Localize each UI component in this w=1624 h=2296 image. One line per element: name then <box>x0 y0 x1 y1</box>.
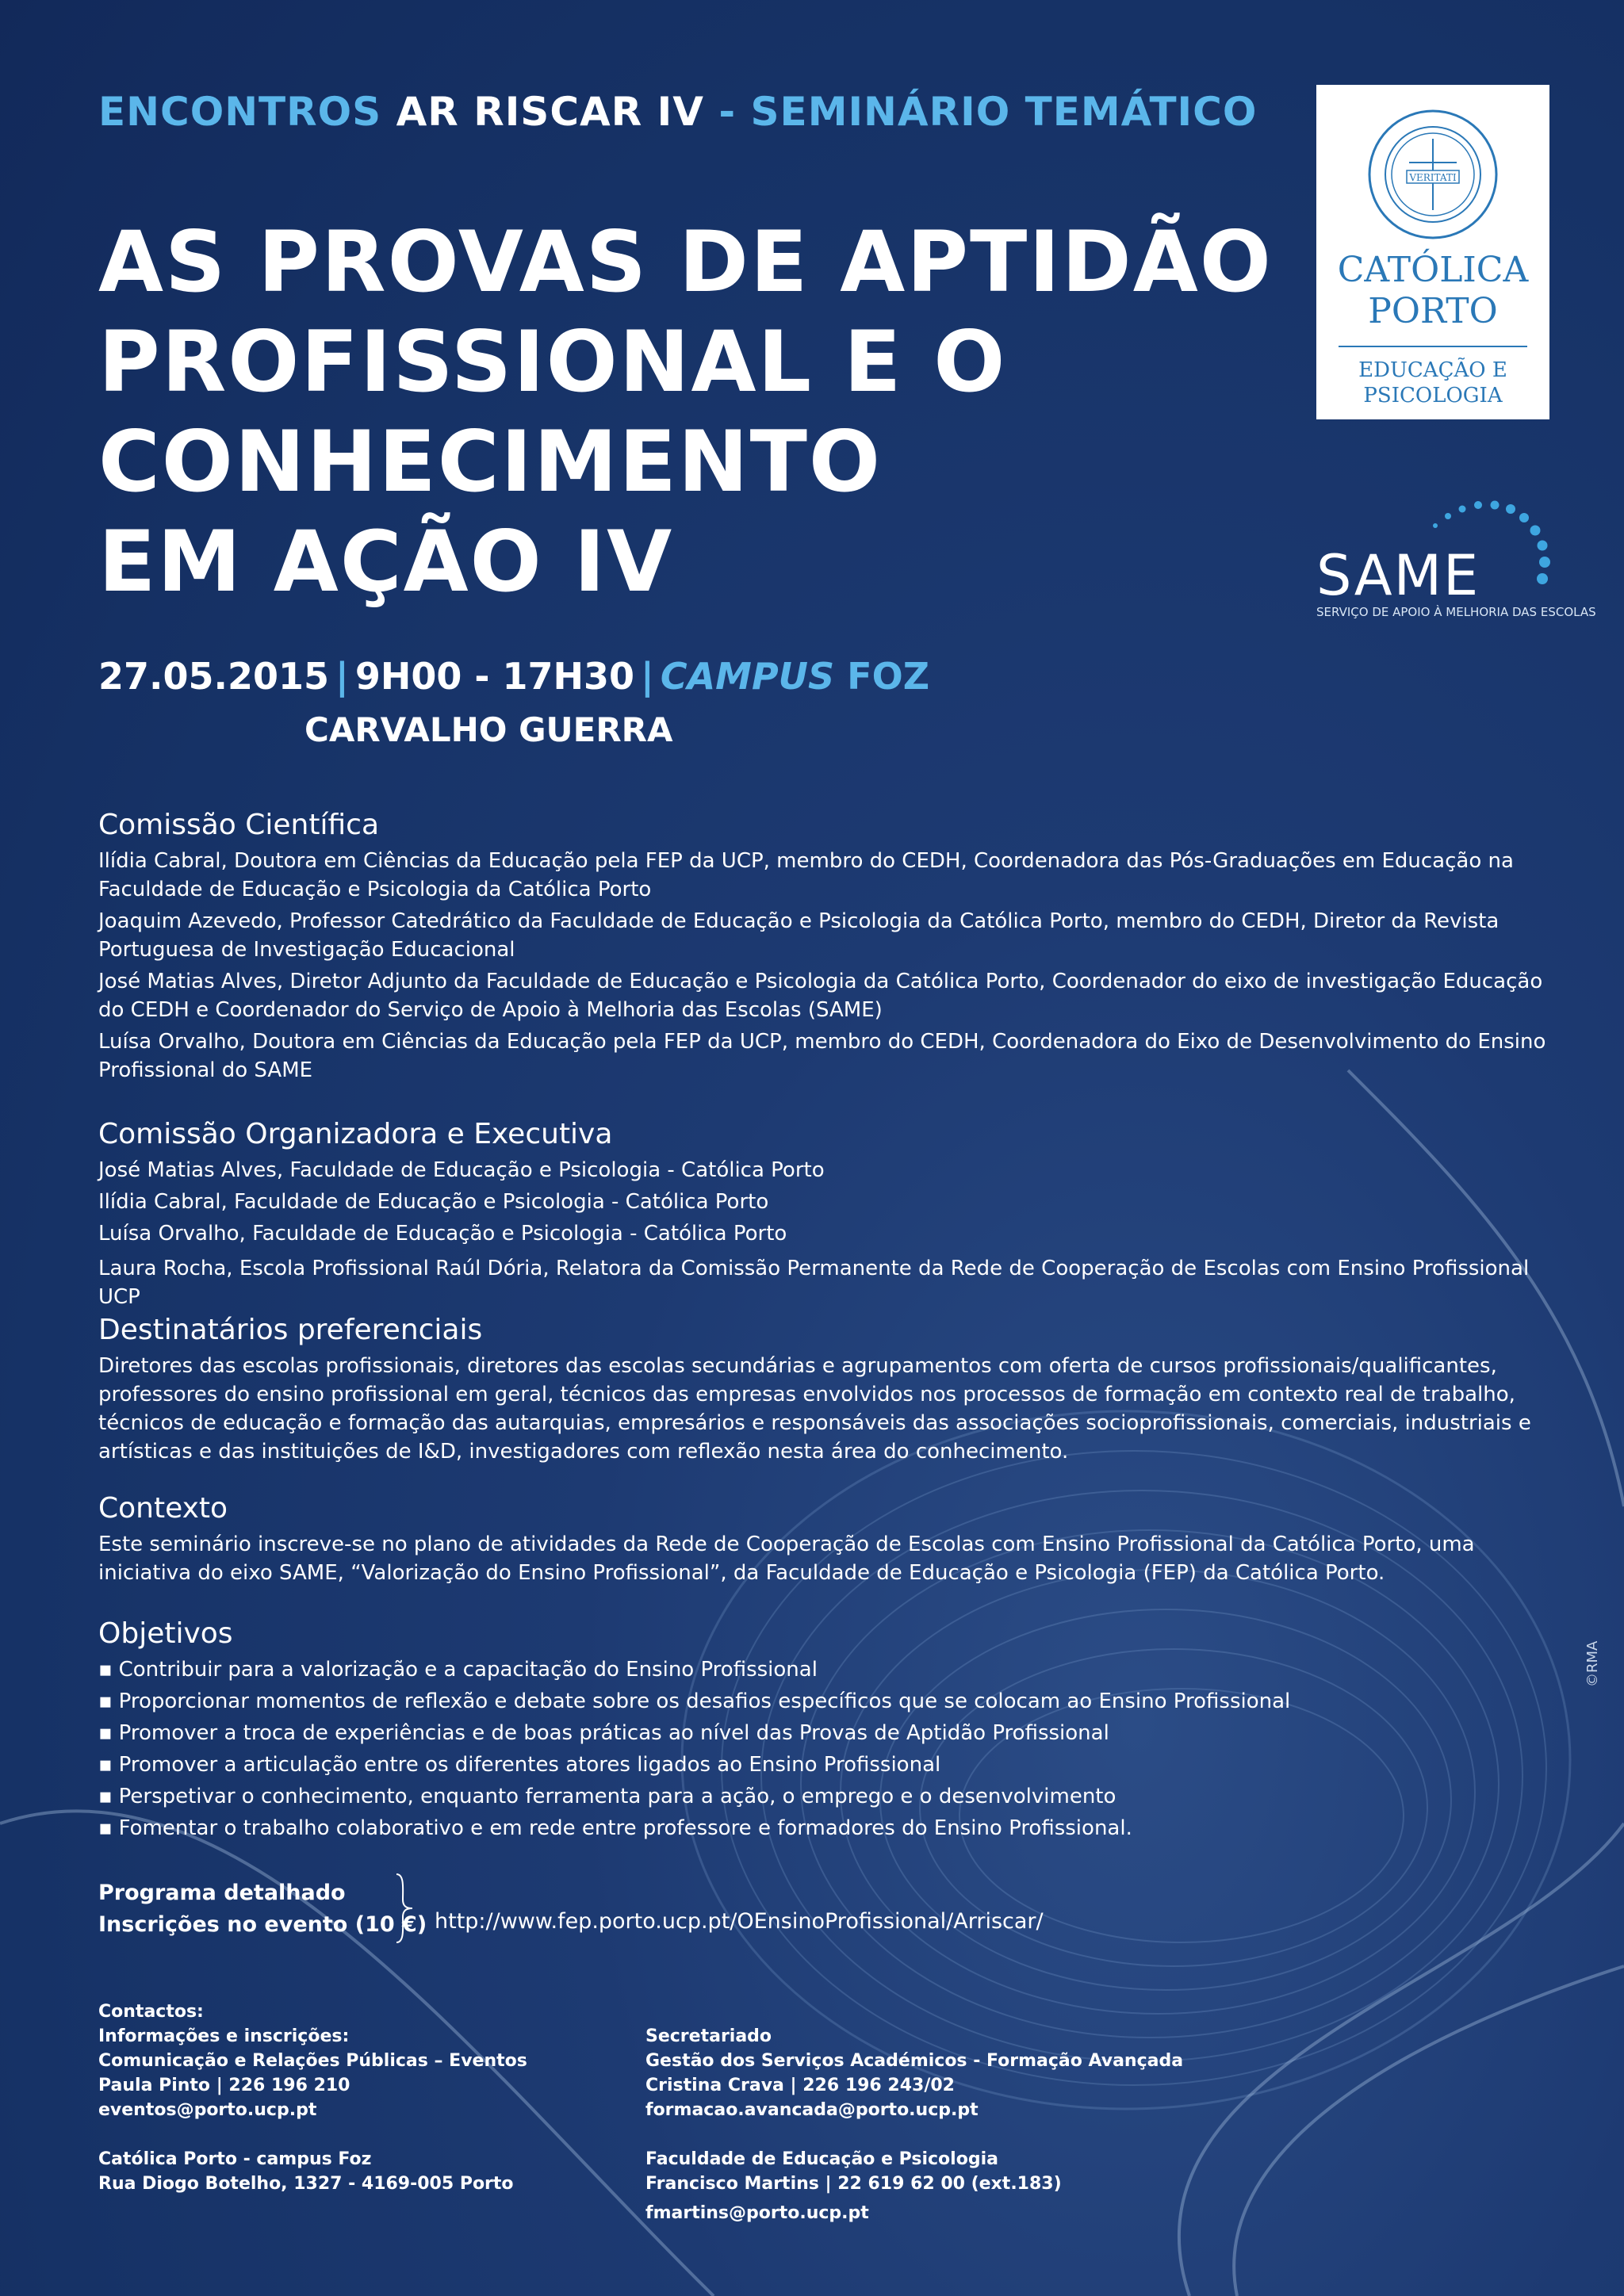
contact-line: Comunicação e Relações Públicas – Eventos <box>98 2051 527 2071</box>
objective-item: ▪ Promover a troca de experiências e de boas práticas ao nível das Provas de Aptidão Profissional <box>98 1719 1554 1747</box>
faculdade-contact-info <box>645 2147 1062 2225</box>
list-item: Luísa Orvalho, Doutora em Ciências da Educação pela FEP da UCP, membro do CEDH, Coordenadora do Eixo de Desenvolvimento do Ensino Profissional do SAME <box>98 1030 1546 1082</box>
venue-foz: FOZ <box>847 655 930 698</box>
event-series-heading <box>98 89 1257 135</box>
catolica-porto-logo <box>1316 85 1549 419</box>
same-subtitle: SERVIÇO DE APOIO À MELHORIA DAS ESCOLAS <box>1316 605 1596 619</box>
photo-credit: ©RMA <box>1584 1640 1601 1687</box>
venue-campus: CAMPUS <box>660 655 835 698</box>
section-heading: Comissão Científica <box>98 809 380 841</box>
contact-line: Católica Porto - campus Foz <box>98 2149 372 2169</box>
title-line-1: AS PROVAS DE APTIDÃO <box>98 213 1273 311</box>
contact-line: Cristina Crava | 226 196 243/02 <box>645 2076 955 2095</box>
event-time: 9H00 - 17H30 <box>354 655 634 698</box>
section-destinatarios <box>98 1312 1554 1469</box>
list-item: Joaquim Azevedo, Professor Catedrático da Faculdade de Educação e Psicologia da Católica Porto, membro do CEDH, Diretor da Revista Portuguesa de Investigação Educacional <box>98 909 1500 962</box>
title-line-3: CONHECIMENTO <box>98 413 882 511</box>
list-item: José Matias Alves, Diretor Adjunto da Faculdade de Educação e Psicologia da Católica Porto, Coordenador do eixo de investigação Educação do CEDH e Coordenador do Serviço de Apoio à Melhoria das Escolas (SAME) <box>98 970 1543 1022</box>
venue-carvalho-guerra: CARVALHO GUERRA <box>304 710 673 749</box>
logo-sub-line1: EDUCAÇÃO E <box>1358 358 1507 382</box>
objective-item: ▪ Proporcionar momentos de reflexão e debate sobre os desafios específicos que se colocam ao Ensino Profissional <box>98 1687 1554 1716</box>
logo-subtitle <box>1316 358 1549 408</box>
logo-sub-line2: PSICOLOGIA <box>1363 384 1503 408</box>
address-info <box>98 2147 514 2196</box>
list-item: Luísa Orvalho, Faculdade de Educação e Psicologia - Católica Porto <box>98 1222 787 1246</box>
contact-line: Contactos: <box>98 2002 204 2022</box>
event-date: 27.05.2015 <box>98 655 330 698</box>
logo-name <box>1316 250 1549 332</box>
objective-item: ▪ Fomentar o trabalho colaborativo e em rede entre professore e formadores do Ensino Profissional. <box>98 1814 1554 1843</box>
section-objetivos <box>98 1616 1554 1846</box>
secretariado-info <box>645 2024 1183 2122</box>
separator-2: | <box>641 655 654 698</box>
title-line-2: PROFISSIONAL E O <box>98 313 1007 411</box>
section-comissao-organizadora <box>98 1116 1554 1314</box>
list-item: Ilídia Cabral, Faculdade de Educação e Psicologia - Católica Porto <box>98 1190 769 1214</box>
contact-line: Francisco Martins | 22 619 62 00 (ext.183) <box>645 2174 1062 2194</box>
university-seal-icon <box>1365 107 1500 242</box>
eyebrow-seminario: SEMINÁRIO TEMÁTICO <box>750 89 1258 135</box>
brace-icon <box>392 1873 416 1944</box>
contact-info-left <box>98 1999 527 2122</box>
section-contexto <box>98 1490 1554 1590</box>
title-line-4: EM AÇÃO IV <box>98 513 674 610</box>
seal-motto: VERITATI <box>1409 172 1457 183</box>
contact-line: Informações e inscrições: <box>98 2026 350 2046</box>
contact-line: Gestão dos Serviços Académicos - Formação Avançada <box>645 2051 1184 2071</box>
eyebrow-encontros: ENCONTROS <box>98 89 382 135</box>
section-heading: Objetivos <box>98 1617 233 1650</box>
section-heading: Contexto <box>98 1492 228 1525</box>
objective-item: ▪ Promover a articulação entre os diferentes atores ligados ao Ensino Profissional <box>98 1751 1554 1779</box>
programa-label: Programa detalhado <box>98 1881 346 1905</box>
section-text: Este seminário inscreve-se no plano de atividades da Rede de Cooperação de Escolas com Ensino Profissional da Católica Porto, uma iniciativa do eixo SAME, “Valorização do Ensino Profissional”, da Faculdade de Educação e Psicologia (FEP) da Católica Porto. <box>98 1533 1475 1585</box>
contact-line: Secretariado <box>645 2026 772 2046</box>
logo-divider <box>1339 346 1527 347</box>
eyebrow-ar-riscar: AR RISCAR IV <box>396 89 704 135</box>
logo-name-line1: CATÓLICA <box>1337 250 1529 290</box>
objective-item: ▪ Perspetivar o conhecimento, enquanto ferramenta para a ação, o emprego e o desenvolvimento <box>98 1782 1554 1811</box>
section-heading: Comissão Organizadora e Executiva <box>98 1118 613 1150</box>
eyebrow-dash: - <box>718 89 737 135</box>
objective-item: ▪ Contribuir para a valorização e a capacitação do Ensino Profissional <box>98 1655 1554 1684</box>
contact-email-link[interactable]: formacao.avancada@porto.ucp.pt <box>645 2100 979 2120</box>
programa-block <box>98 1877 427 1941</box>
list-item: José Matias Alves, Faculdade de Educação e Psicologia - Católica Porto <box>98 1158 825 1182</box>
inscricoes-label: Inscrições no evento (10 €) <box>98 1912 427 1937</box>
contact-line: Faculdade de Educação e Psicologia <box>645 2149 998 2169</box>
program-url-link[interactable]: http://www.fep.porto.ucp.pt/OEnsinoProfissional/Arriscar/ <box>435 1909 1044 1934</box>
contact-line: Paula Pinto | 226 196 210 <box>98 2076 350 2095</box>
section-heading: Destinatários preferenciais <box>98 1314 483 1346</box>
separator-1: | <box>335 655 349 698</box>
logo-name-line2: PORTO <box>1368 291 1498 331</box>
contact-line: Rua Diogo Botelho, 1327 - 4169-005 Porto <box>98 2174 514 2194</box>
list-item: Ilídia Cabral, Doutora em Ciências da Educação pela FEP da UCP, membro do CEDH, Coordenadora das Pós-Graduações em Educação na Faculdade de Educação e Psicologia da Católica Porto <box>98 849 1514 901</box>
same-wordmark: SAME <box>1316 543 1480 608</box>
contact-email-link[interactable]: fmartins@porto.ucp.pt <box>645 2203 869 2223</box>
section-text: Diretores das escolas profissionais, diretores das escolas secundárias e agrupamentos com oferta de cursos profissionais/qualificantes, professores do ensino profissional em geral, técnicos das empresas envolvidos nos processos de formação em contexto real de trabalho, técnicos de educação e formação das autarquias, empresários e responsáveis das associações socioprofissionais, comerciais, industriais e artísticas e das instituições de I&D, investigadores com reflexão nesta área do conhecimento. <box>98 1354 1531 1464</box>
list-item: Laura Rocha, Escola Profissional Raúl Dória, Relatora da Comissão Permanente da Rede de Cooperação de Escolas com Ensino Profissional UCP <box>98 1257 1530 1309</box>
event-date-time-venue <box>98 655 929 698</box>
page-title <box>98 212 1273 612</box>
same-logo <box>1316 496 1596 622</box>
section-comissao-cientifica <box>98 807 1554 1088</box>
contact-email-link[interactable]: eventos@porto.ucp.pt <box>98 2100 317 2120</box>
